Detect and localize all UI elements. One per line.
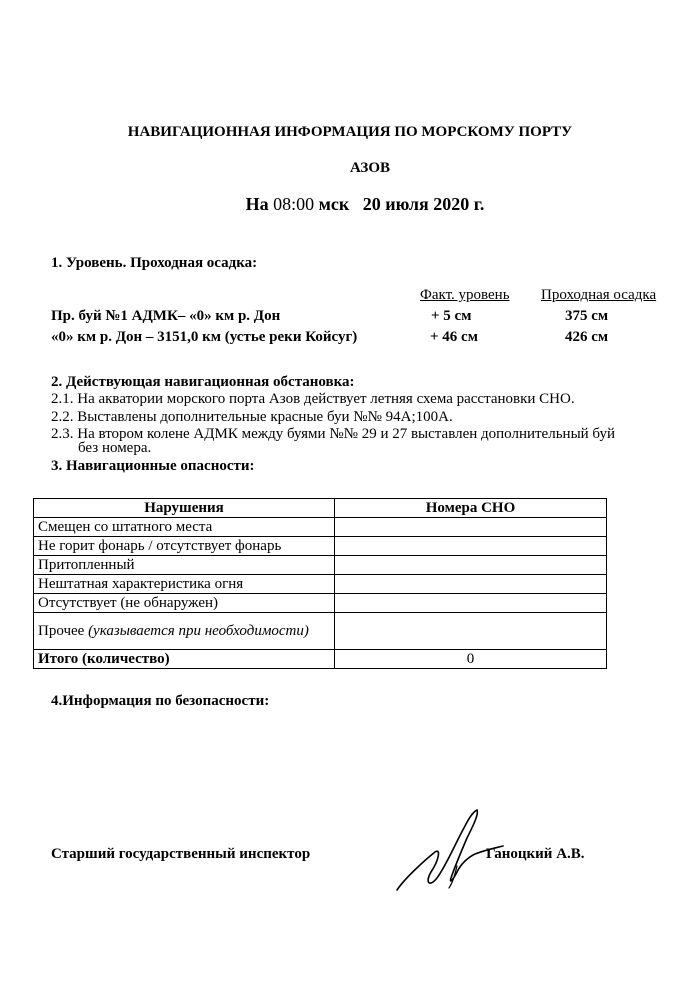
inspector-position: Старший государственный инспектор xyxy=(51,846,311,862)
level-row-draft: 375 см xyxy=(565,308,609,324)
col-fact-level: Факт. уровень xyxy=(420,287,510,303)
situation-item-continuation: без номера. xyxy=(78,440,152,456)
level-row-draft: 426 см xyxy=(565,329,609,345)
section-security-heading: 4.Информация по безопасности: xyxy=(51,693,270,709)
col-draft: Проходная осадка xyxy=(541,287,657,303)
section-hazards-heading: 3. Навигационные опасности: xyxy=(51,458,255,474)
violation-label: Притопленный xyxy=(34,556,335,575)
sno-value xyxy=(335,518,607,537)
table-row xyxy=(34,594,607,613)
other-label: Прочее xyxy=(38,623,89,639)
violation-label: Не горит фонарь / отсутствует фонарь xyxy=(34,537,335,556)
report-date: 20 июля 2020 г. xyxy=(362,194,485,214)
level-row-fact: + 46 см xyxy=(430,329,478,345)
col-sno-numbers: Номера СНО xyxy=(335,499,607,518)
level-row-place: «0» км р. Дон – 3151,0 км (устье реки Койсуг) xyxy=(51,329,358,345)
timezone: мск xyxy=(318,194,350,214)
signature-image xyxy=(395,808,505,898)
level-row-place: Пр. буй №1 АДМК– «0» км р. Дон xyxy=(51,308,281,324)
port-name: АЗОВ xyxy=(349,160,391,176)
table-row-other xyxy=(34,613,607,650)
table-row-total xyxy=(34,650,607,669)
sno-value xyxy=(335,613,607,650)
sno-value xyxy=(335,537,607,556)
sno-value xyxy=(335,594,607,613)
sno-value xyxy=(335,556,607,575)
table-header-row xyxy=(34,499,607,518)
table-row xyxy=(34,537,607,556)
situation-item: 2.2. Выставлены дополнительные красные буи №№ 94А;100А. xyxy=(51,409,453,425)
section-level-heading: 1. Уровень. Проходная осадка: xyxy=(51,255,258,271)
col-violations: Нарушения xyxy=(34,499,335,518)
hazards-table xyxy=(33,498,607,669)
violation-label-other xyxy=(34,613,335,650)
table-row xyxy=(34,556,607,575)
document-title: НАВИГАЦИОННАЯ ИНФОРМАЦИЯ ПО МОРСКОМУ ПОРТУ xyxy=(127,124,573,140)
situation-item: 2.1. На акватории морского порта Азов действует летняя схема расстановки СНО. xyxy=(51,391,575,407)
report-datetime xyxy=(0,194,700,215)
report-time: 08:00 xyxy=(273,194,315,214)
inspector-name: Ганоцкий А.В. xyxy=(486,846,585,862)
violation-label: Отсутствует (не обнаружен) xyxy=(34,594,335,613)
date-prefix: На xyxy=(245,194,269,214)
violation-label: Смещен со штатного места xyxy=(34,518,335,537)
section-situation-heading: 2. Действующая навигационная обстановка: xyxy=(51,374,355,390)
situation-item: 2.3. На втором колене АДМК между буями №№ 29 и 27 выставлен дополнительный буй xyxy=(51,426,616,442)
table-row xyxy=(34,575,607,594)
table-row xyxy=(34,518,607,537)
violation-label: Нештатная характеристика огня xyxy=(34,575,335,594)
sno-value xyxy=(335,575,607,594)
other-note: (указывается при необходимости) xyxy=(88,623,309,639)
total-label: Итого (количество) xyxy=(34,650,335,669)
level-row-fact: + 5 см xyxy=(431,308,472,324)
total-value: 0 xyxy=(335,650,607,669)
